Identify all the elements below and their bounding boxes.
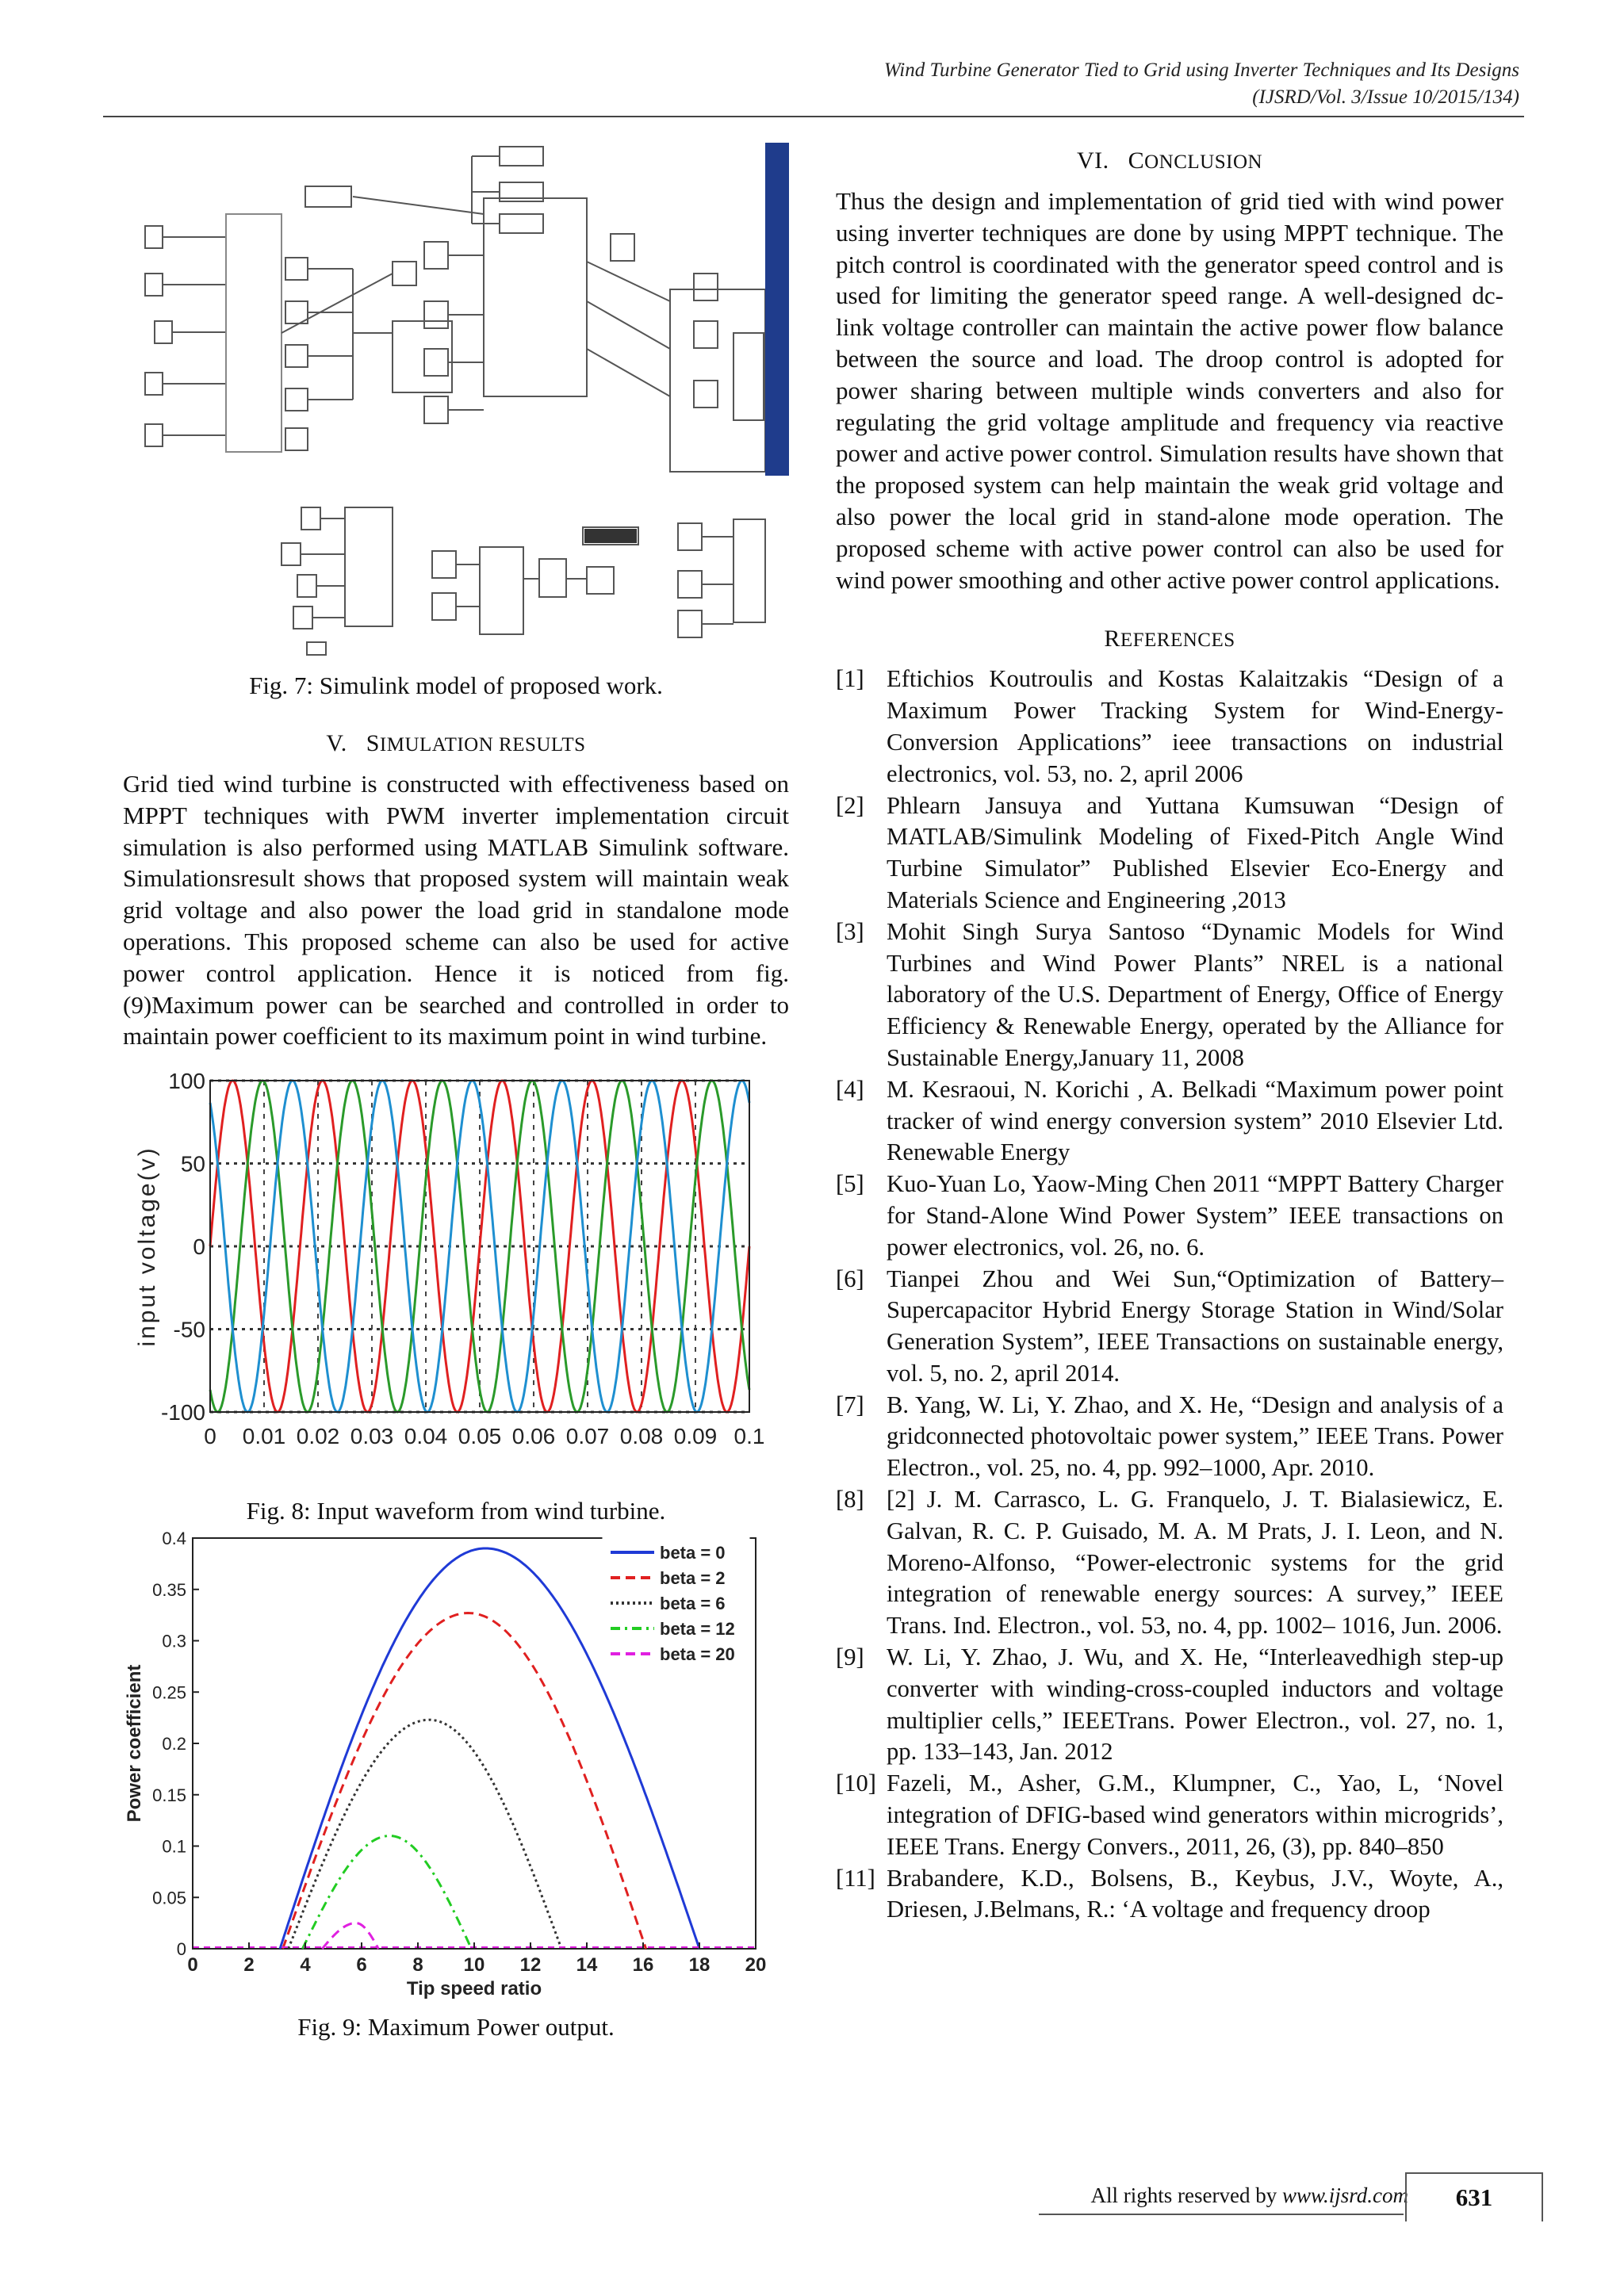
reference-text: [2] J. M. Carrasco, L. G. Franquelo, J. T. Bialasiewicz, E. Galvan, R. C. P. Guisado, M. A. M Prats, J. I. Leon, and N. Moreno-Alfonso, “Power-electronic systems for the grid integration of renewable energy sources: A survey,” IEEE Trans. Ind. Electron., vol. 53, no. 4, pp. 1002– 1016, Jun. 2006. bbox=[887, 1486, 1503, 1640]
x-tick-label: 0.04 bbox=[404, 1424, 448, 1449]
x-tick-label: 0.09 bbox=[673, 1424, 718, 1449]
references-title-rest: EFERENCES bbox=[1120, 629, 1235, 652]
reference-text: Mohit Singh Surya Santoso “Dynamic Models for Wind Turbines and Wind Power Plants” NREL is a national laboratory of the U.S. Department of Energy, Office of Energy Efficiency & Renewable Energy, operated by the Alliance for Sustainable Energy,January 11, 2008 bbox=[887, 917, 1503, 1071]
input-waveform-chart bbox=[123, 1063, 789, 1491]
reference-item bbox=[836, 664, 1503, 790]
y-tick-label: -50 bbox=[173, 1317, 205, 1342]
footer-rights-text: All rights reserved by bbox=[1090, 2183, 1282, 2207]
x-axis-label: Tip speed ratio bbox=[406, 1978, 542, 2000]
y-tick-label: 0.2 bbox=[162, 1734, 186, 1755]
page-number: 631 bbox=[1405, 2172, 1543, 2221]
reference-text: B. Yang, W. Li, Y. Zhao, and X. He, “Design and analysis of a gridconnected photovoltaic power system,” IEEE Trans. Power Electron., vol. 25, no. 4, pp. 992–1000, Apr. 2010. bbox=[887, 1391, 1503, 1482]
header-journal: (IJSRD/Vol. 3/Issue 10/2015/134) bbox=[1252, 86, 1519, 108]
x-tick-label: 4 bbox=[300, 1954, 311, 1976]
header-title: Wind Turbine Generator Tied to Grid using Inverter Techniques and Its Designs bbox=[883, 59, 1519, 81]
section-6-number: VI. bbox=[1076, 147, 1109, 174]
y-tick-label: 0.15 bbox=[152, 1785, 186, 1805]
figure-7 bbox=[123, 143, 789, 702]
figure-9-caption: Fig. 9: Maximum Power output. bbox=[297, 2013, 615, 2042]
x-tick-label: 0.05 bbox=[458, 1424, 502, 1449]
reference-number: [9] bbox=[836, 1644, 864, 1671]
y-tick-label: 0.3 bbox=[162, 1631, 186, 1651]
reference-text: Phlearn Jansuya and Yuttana Kumsuwan “Design of MATLAB/Simulink Modeling of Fixed-Pitch Angle Wind Turbine Simulator” Published Elsevier Eco-Energy and Materials Science and Engineering ,2013 bbox=[887, 791, 1503, 913]
simulink-model-image bbox=[123, 143, 789, 658]
reference-number: [1] bbox=[836, 665, 864, 693]
x-tick-label: 16 bbox=[632, 1954, 654, 1976]
reference-number: [11] bbox=[836, 1864, 875, 1892]
x-tick-label: 8 bbox=[412, 1954, 423, 1976]
reference-text: M. Kesraoui, N. Korichi , A. Belkadi “Maximum power point tracker of wind energy conversion system” 2010 Elsevier Ltd. Renewable Energy bbox=[887, 1075, 1503, 1166]
references-title bbox=[836, 626, 1503, 652]
reference-text: Eftichios Koutroulis and Kostas Kalaitzakis “Design of a Maximum Power Tracking System for Wind-Energy-Conversion Applications” ieee transactions on industrial electronics, vol. 53, no. 2, april 2006 bbox=[887, 665, 1503, 787]
section-6-body: Thus the design and implementation of grid tied with wind power using inverter techniques are done by using MPPT technique. The pitch control is coordinated with the generator speed control and is used for limiting the generator speed range. A well-designed dc-link voltage controller can maintain the active power flow balance between the source and load. The droop control is adopted for power sharing between multiple winds converters and also for regulating the grid voltage amplitude and frequency via reactive power and active power control. Simulation results have shown that the proposed system can help maintain the weak grid voltage and also power the local grid in stand-alone mode operation. The proposed scheme with active power control can also be used for wind power smoothing and other active power control applications. bbox=[836, 187, 1503, 594]
x-tick-label: 0.06 bbox=[511, 1424, 556, 1449]
footer-rights bbox=[1091, 2183, 1408, 2208]
x-tick-label: 10 bbox=[463, 1954, 485, 1976]
reference-item bbox=[836, 1169, 1503, 1263]
reference-text: Tianpei Zhou and Wei Sun,“Optimization of Battery–Supercapacitor Hybrid Energy Storage Station in Wind/Solar Generation System”, IEEE Transactions on sustainable energy, vol. 5, no. 2, april 2014. bbox=[887, 1265, 1503, 1387]
reference-item bbox=[836, 916, 1503, 1074]
section-5-title-first: S bbox=[366, 730, 380, 756]
legend-label: beta = 6 bbox=[660, 1594, 726, 1614]
section-6-title bbox=[836, 147, 1503, 174]
x-tick-label: 0.02 bbox=[296, 1424, 340, 1449]
reference-item bbox=[836, 1264, 1503, 1390]
y-tick-label: 0.35 bbox=[152, 1579, 186, 1600]
legend-label: beta = 0 bbox=[660, 1543, 726, 1563]
reference-item bbox=[836, 790, 1503, 916]
reference-item bbox=[836, 1768, 1503, 1862]
y-axis-label: input voltage(v) bbox=[134, 1146, 160, 1347]
x-tick-label: 12 bbox=[519, 1954, 542, 1976]
x-tick-label: 0.07 bbox=[565, 1424, 610, 1449]
x-tick-label: 20 bbox=[745, 1954, 767, 1976]
legend-label: beta = 12 bbox=[660, 1619, 735, 1640]
y-tick-label: 0 bbox=[176, 1939, 186, 1960]
reference-number: [7] bbox=[836, 1391, 864, 1418]
x-tick-label: 14 bbox=[576, 1954, 598, 1976]
section-5-body: Grid tied wind turbine is constructed with effectiveness based on MPPT techniques with PWM inverter implementation circuit simulation is also performed using MATLAB Simulink software. Simulationsresult shows that proposed system will maintain weak grid voltage and also power the load grid in standalone mode operations. This proposed scheme can also be used for active power control application. Hence it is noticed from fig.(9)Maximum power can be searched and controlled in order to maintain power coefficient to its maximum point in wind turbine. bbox=[123, 770, 789, 1050]
reference-number: [2] bbox=[836, 791, 864, 819]
reference-number: [10] bbox=[836, 1770, 876, 1797]
reference-item bbox=[836, 1642, 1503, 1768]
running-header bbox=[884, 57, 1519, 111]
right-column bbox=[836, 143, 1503, 1926]
left-column bbox=[123, 143, 789, 2043]
x-tick-label: 18 bbox=[688, 1954, 710, 1976]
reference-number: [3] bbox=[836, 917, 864, 945]
x-tick-label: 0.01 bbox=[242, 1424, 286, 1449]
reference-item bbox=[836, 1863, 1503, 1927]
reference-text: Kuo-Yuan Lo, Yaow-Ming Chen 2011 “MPPT Battery Charger for Stand-Alone Wind Power System” IEEE transactions on power electronics, vol. 26, no. 6. bbox=[887, 1170, 1503, 1261]
reference-number: [5] bbox=[836, 1170, 864, 1198]
section-5-number: V. bbox=[326, 730, 347, 756]
reference-list bbox=[836, 664, 1503, 1926]
y-axis-label: Power coefficient bbox=[124, 1664, 145, 1823]
figure-8-caption: Fig. 8: Input waveform from wind turbine. bbox=[246, 1497, 666, 1525]
reference-text: Fazeli, M., Asher, G.M., Klumpner, C., Yao, L, ‘Novel integration of DFIG-based wind generators within microgrids’, IEEE Trans. Energy Convers., 2011, 26, (3), pp. 840–850 bbox=[887, 1770, 1503, 1860]
reference-text: W. Li, Y. Zhao, J. Wu, and X. He, “Interleavedhigh step-up converter with winding-cross-coupled inductors and voltage multiplier cells,” IEEETrans. Power Electron., vol. 27, no. 1, pp. 133–143, Jan. 2012 bbox=[887, 1644, 1503, 1766]
section-6-title-first: C bbox=[1128, 147, 1145, 174]
reference-number: [8] bbox=[836, 1486, 864, 1513]
x-tick-label: 0 bbox=[187, 1954, 198, 1976]
header-rule bbox=[103, 116, 1524, 117]
legend-label: beta = 20 bbox=[660, 1644, 735, 1665]
reference-item bbox=[836, 1484, 1503, 1642]
y-tick-label: -100 bbox=[160, 1400, 205, 1425]
y-tick-label: 0 bbox=[193, 1234, 205, 1260]
x-tick-label: 0.1 bbox=[733, 1424, 765, 1449]
section-5-title bbox=[123, 730, 789, 757]
footer-site-link[interactable]: www.ijsrd.com bbox=[1281, 2183, 1408, 2207]
y-tick-label: 0.05 bbox=[152, 1888, 186, 1908]
x-tick-label: 6 bbox=[356, 1954, 367, 1976]
reference-text: Brabandere, K.D., Bolsens, B., Keybus, J.V., Woyte, A., Driesen, J.Belmans, R.: ‘A voltage and frequency droop bbox=[887, 1864, 1503, 1923]
y-tick-label: 50 bbox=[180, 1151, 205, 1177]
figure-8 bbox=[123, 1063, 789, 1527]
footer-rule bbox=[1039, 2214, 1404, 2215]
y-tick-label: 0.1 bbox=[162, 1836, 186, 1857]
reference-item bbox=[836, 1074, 1503, 1169]
reference-number: [4] bbox=[836, 1075, 864, 1103]
section-5-title-rest: IMULATION RESULTS bbox=[379, 734, 586, 756]
y-tick-label: 100 bbox=[168, 1069, 205, 1094]
y-tick-label: 0.25 bbox=[152, 1682, 186, 1703]
reference-number: [6] bbox=[836, 1265, 864, 1292]
figure-7-caption: Fig. 7: Simulink model of proposed work. bbox=[249, 672, 663, 699]
y-tick-label: 0.4 bbox=[162, 1529, 186, 1549]
x-tick-label: 2 bbox=[243, 1954, 255, 1976]
reference-item bbox=[836, 1390, 1503, 1484]
x-tick-label: 0 bbox=[204, 1424, 216, 1449]
references-title-first: R bbox=[1104, 626, 1120, 652]
legend-label: beta = 2 bbox=[660, 1568, 726, 1589]
x-tick-label: 0.03 bbox=[350, 1424, 394, 1449]
power-coefficient-chart bbox=[123, 1529, 789, 2004]
section-6-title-rest: ONCLUSION bbox=[1144, 151, 1263, 173]
figure-9 bbox=[123, 1529, 789, 2043]
x-tick-label: 0.08 bbox=[619, 1424, 664, 1449]
